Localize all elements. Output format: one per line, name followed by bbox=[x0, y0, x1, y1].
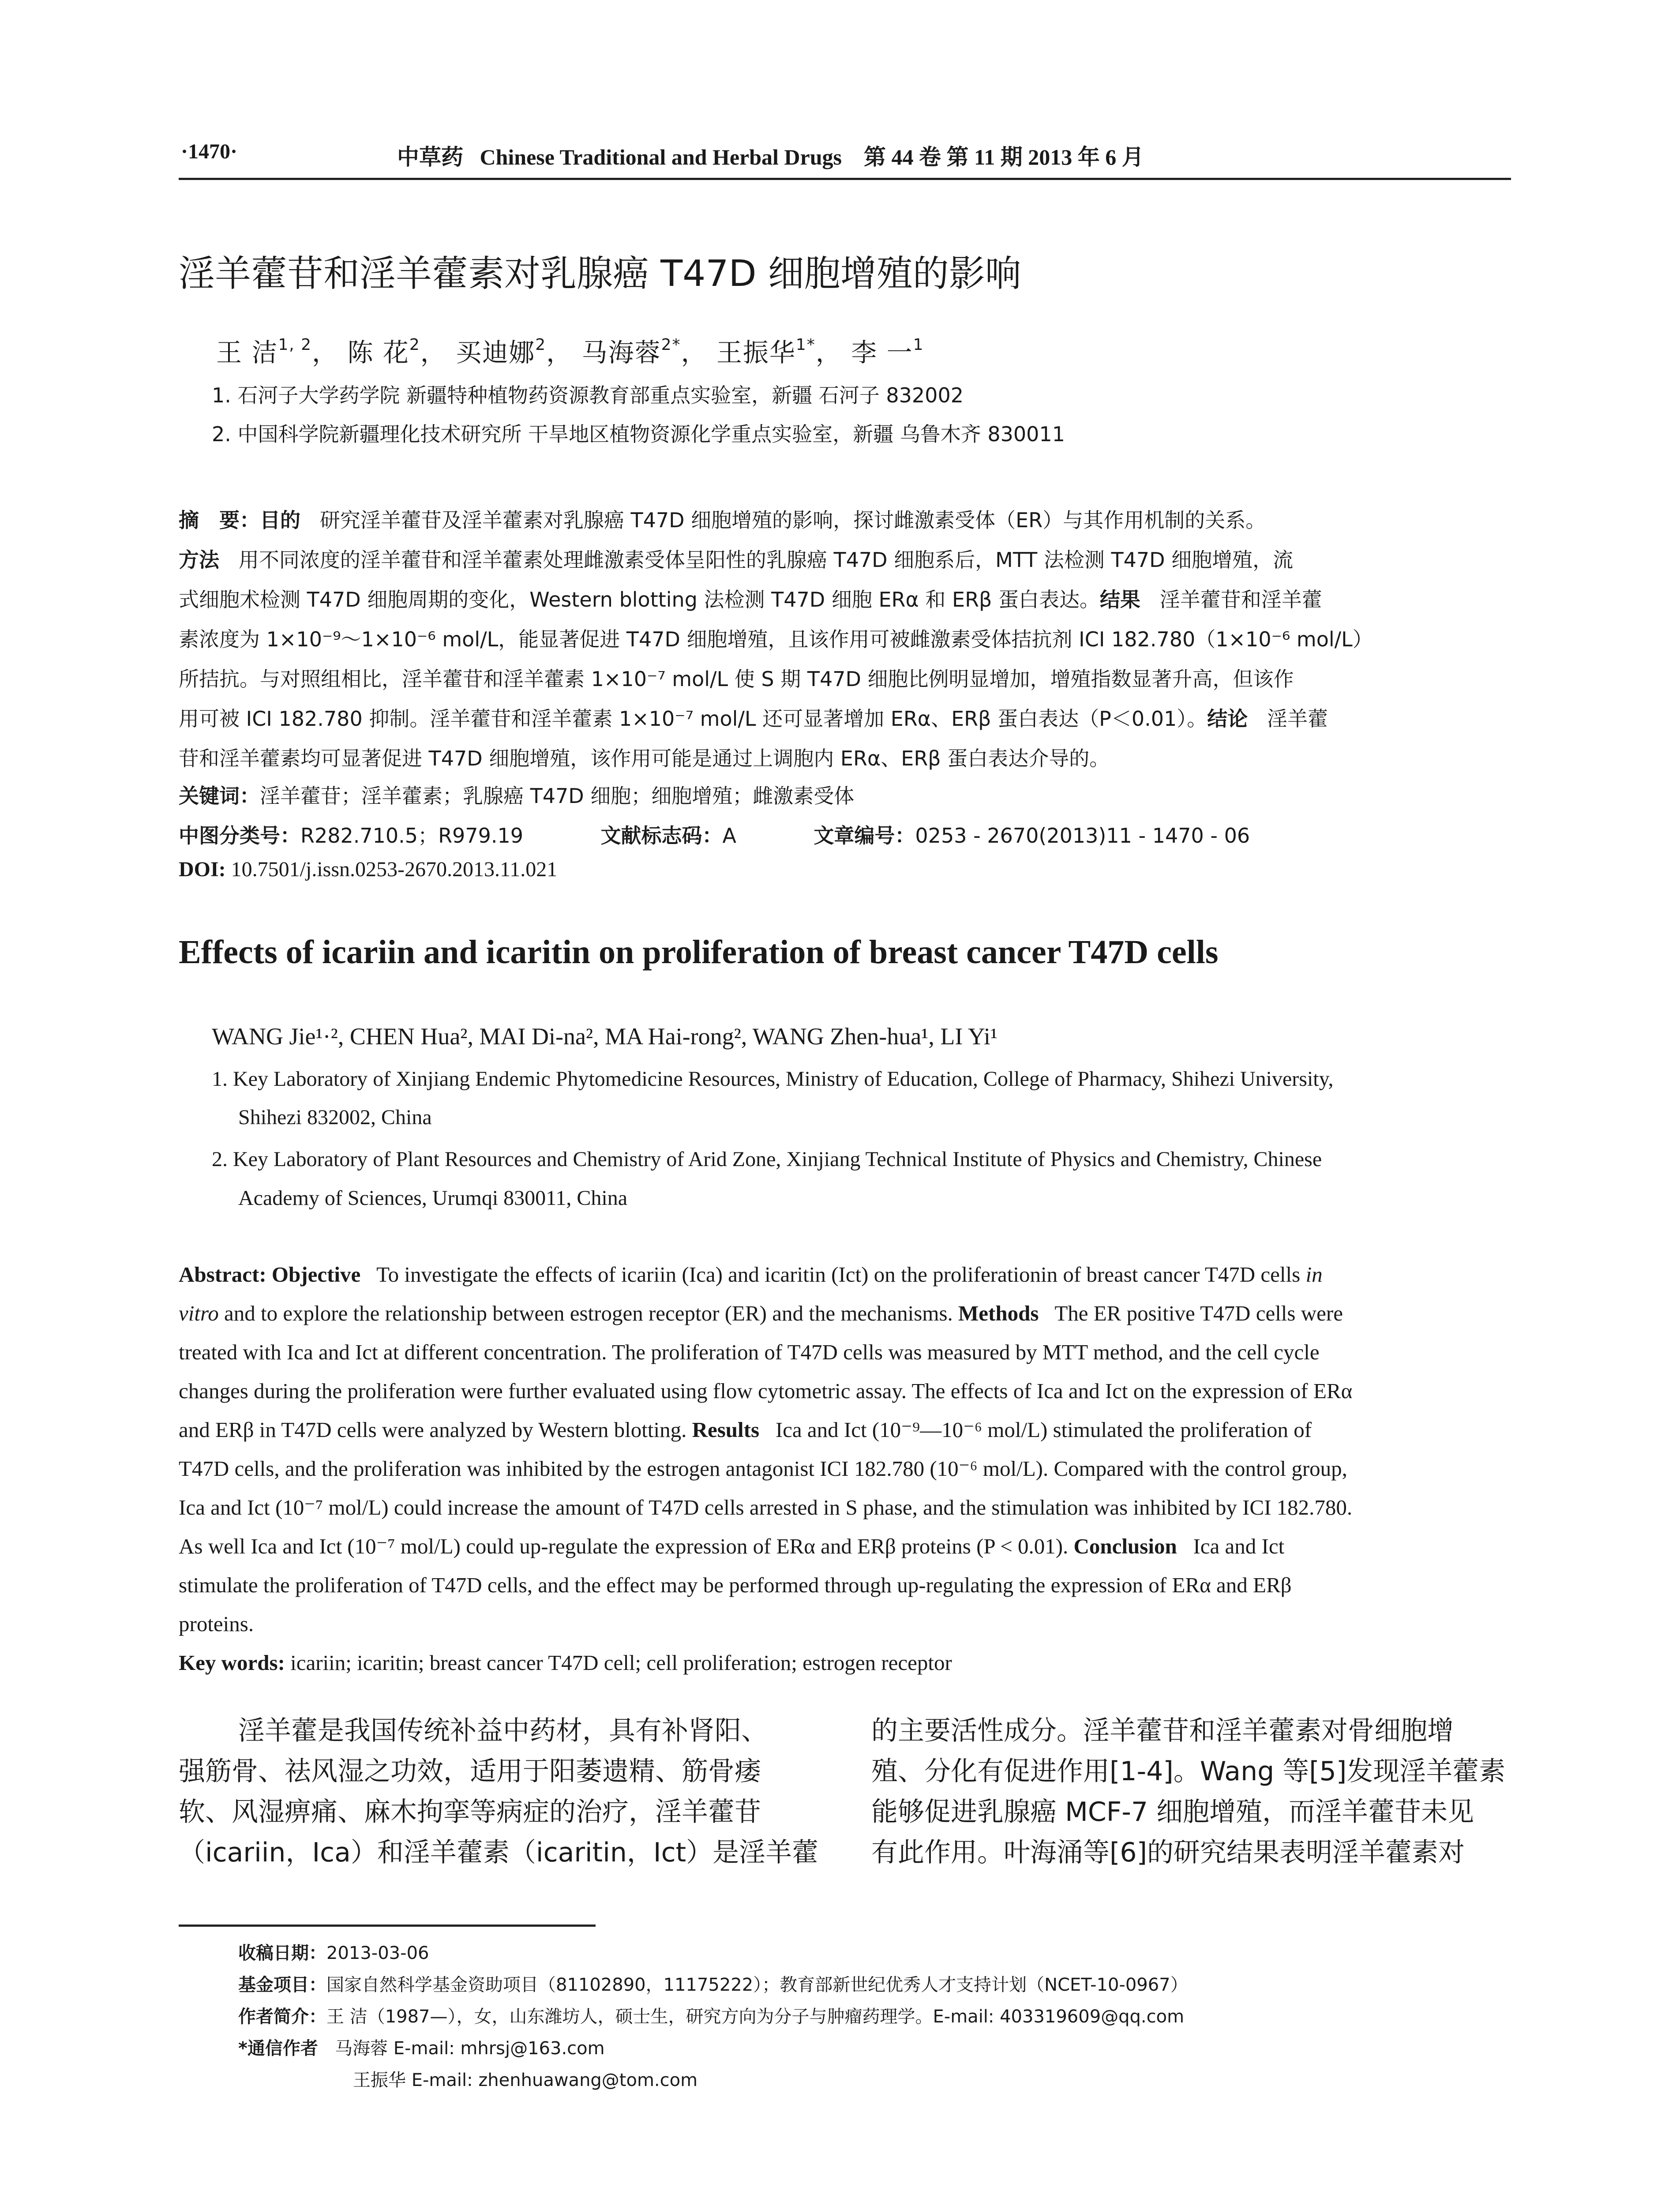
cn-results-label: 结果 bbox=[1100, 588, 1141, 612]
cn-doc-value: A bbox=[722, 824, 736, 848]
en-abstract-line bbox=[179, 1301, 1343, 1326]
body-right-line: 有此作用。叶海涌等[6]的研究结果表明淫羊藿素对 bbox=[871, 1837, 1465, 1868]
en-abstract-line: Ica and Ict (10⁻⁷ mol/L) could increase the amount of T47D cells arrested in S phase, and the stimulation was inhibited by ICI 182.780. bbox=[179, 1495, 1353, 1519]
footnote-fund bbox=[238, 1971, 1188, 1996]
cn-abstract-line: 所拮抗。与对照组相比，淫羊藿苷和淫羊藿素 1×10⁻⁷ mol/L 使 S 期 T47D 细胞比例明显增加，增殖指数显著升高，但该作 bbox=[179, 667, 1294, 691]
footnote-corresponding-2: 王振华 E-mail: zhenhuawang@tom.com bbox=[353, 2070, 698, 2090]
cn-class-value: R282.710.5；R979.19 bbox=[300, 824, 523, 848]
cn-author-sup: 1 bbox=[913, 336, 924, 354]
cn-abstract-line bbox=[179, 504, 1509, 533]
en-abstract-text: As well Ica and Ict (10⁻⁷ mol/L) could up-regulate the expression of ERα and ERβ proteins (P < 0.01). bbox=[179, 1534, 1069, 1558]
en-abstract-text: and to explore the relationship between estrogen receptor (ER) and the mechanisms. bbox=[224, 1301, 953, 1325]
cn-author: 王振华 bbox=[716, 338, 796, 368]
cn-objective-label: 目的 bbox=[260, 508, 300, 532]
fund-label: 基金项目： bbox=[238, 1975, 326, 1995]
journal-name-cn: 中草药 bbox=[397, 145, 463, 169]
doi-link[interactable]: 10.7501/j.issn.0253-2670.2013.11.021 bbox=[231, 858, 558, 881]
cn-author: 马海蓉 bbox=[581, 338, 661, 368]
doi-label: DOI: bbox=[179, 858, 226, 881]
cn-authors: 王 洁$^{1, 2}$， 陈 花$^2$， 买迪娜$^2$， 马海蓉$^{2*}$， 王振华$^{1*}$， 李 一$^1$ bbox=[216, 336, 924, 368]
en-abstract-line bbox=[179, 1262, 1323, 1287]
en-methods-label: Methods bbox=[958, 1301, 1039, 1325]
en-affiliation-2-cont: Academy of Sciences, Urumqi 830011, China bbox=[238, 1186, 628, 1210]
cn-conclusion-label: 结论 bbox=[1207, 707, 1248, 731]
cn-abstract-text: 淫羊藿苷和淫羊藿 bbox=[1159, 588, 1322, 612]
cn-author-sup: 2 bbox=[535, 336, 547, 354]
cn-abstract-line bbox=[179, 703, 1509, 732]
en-objective-label: Abstract: Objective bbox=[179, 1262, 361, 1287]
en-abstract-text: and ERβ in T47D cells were analyzed by Western blotting. bbox=[179, 1418, 687, 1442]
cn-article-label: 文章编号： bbox=[814, 824, 915, 848]
en-abstract-italic: in bbox=[1305, 1262, 1323, 1287]
header-rule bbox=[179, 178, 1511, 180]
page-number: ·1470· bbox=[181, 140, 238, 163]
cn-keywords bbox=[179, 780, 1509, 809]
en-abstract-line bbox=[179, 1417, 1312, 1442]
footnote-received bbox=[238, 1939, 429, 1964]
en-keywords-text: icariin; icaritin; breast cancer T47D cell; cell proliferation; estrogen receptor bbox=[290, 1651, 952, 1675]
author-label: 作者简介： bbox=[238, 2007, 326, 2027]
cn-affiliation-1: 1. 石河子大学药学院 新疆特种植物药资源教育部重点实验室，新疆 石河子 832002 bbox=[212, 383, 964, 407]
cn-abstract-text: 用不同浓度的淫羊藿苷和淫羊藿素处理雌激素受体呈阳性的乳腺癌 T47D 细胞系后，MTT 法检测 T47D 细胞增殖，流 bbox=[238, 548, 1294, 572]
body-left-line: 淫羊藿是我国传统补益中药材，具有补肾阳、 bbox=[238, 1715, 768, 1746]
corr-text: 马海蓉 E-mail: mhrsj@163.com bbox=[335, 2038, 605, 2059]
cn-author-sup: 1* bbox=[795, 336, 816, 354]
cn-keywords-label: 关键词： bbox=[179, 784, 260, 808]
cn-abstract-text: 研究淫羊藿苷及淫羊藿素对乳腺癌 T47D 细胞增殖的影响，探讨雌激素受体（ER）与其作用机制的关系。 bbox=[319, 508, 1266, 532]
body-left-line: 软、风湿痹痛、麻木拘挛等病症的治疗，淫羊藿苷 bbox=[179, 1797, 761, 1827]
en-abstract-line bbox=[179, 1534, 1284, 1559]
en-affiliation-1-cont: Shihezi 832002, China bbox=[238, 1106, 432, 1129]
en-abstract-line: proteins. bbox=[179, 1612, 254, 1636]
en-abstract-line: treated with Ica and Ict at different concentration. The proliferation of T47D cells was measured by MTT method, and the cell cycle bbox=[179, 1340, 1320, 1364]
cn-class-label: 中图分类号： bbox=[179, 824, 300, 848]
cn-author: 王 洁 bbox=[216, 338, 278, 368]
en-keywords-label: Key words: bbox=[179, 1651, 285, 1675]
cn-abstract-line: 素浓度为 1×10⁻⁹～1×10⁻⁶ mol/L，能显著促进 T47D 细胞增殖，且该作用可被雌激素受体拮抗剂 ICI 182.780（1×10⁻⁶ mol/L） bbox=[179, 627, 1373, 651]
cn-article-value: 0253 - 2670(2013)11 - 1470 - 06 bbox=[915, 824, 1250, 848]
en-authors: WANG Jie¹·², CHEN Hua², MAI Di-na², MA Hai-rong², WANG Zhen-hua¹, LI Yi¹ bbox=[212, 1023, 998, 1050]
en-abstract-text: Ica and Ict (10⁻⁹—10⁻⁶ mol/L) stimulated the proliferation of bbox=[775, 1418, 1312, 1442]
corr-label: *通信作者 bbox=[238, 2038, 318, 2059]
body-left-line: 强筋骨、祛风湿之功效，适用于阳萎遗精、筋骨痿 bbox=[179, 1756, 761, 1787]
journal-issue: 第 44 卷 第 11 期 2013 年 6 月 bbox=[863, 145, 1144, 169]
cn-author: 买迪娜 bbox=[456, 338, 536, 368]
cn-abstract-text: 式细胞术检测 T47D 细胞周期的变化，Western blotting 法检测 T47D 细胞 ERα 和 ERβ 蛋白表达。 bbox=[179, 588, 1100, 612]
received-label: 收稿日期： bbox=[238, 1943, 326, 1963]
cn-author: 李 一 bbox=[851, 338, 913, 368]
en-abstract-line: stimulate the proliferation of T47D cells, and the effect may be performed through up-regulating the expression of ERα and ERβ bbox=[179, 1573, 1292, 1597]
en-results-label: Results bbox=[692, 1418, 760, 1442]
en-affiliation-1: 1. Key Laboratory of Xinjiang Endemic Phytomedicine Resources, Ministry of Education, College of Pharmacy, Shihezi University, bbox=[212, 1067, 1334, 1091]
en-abstract-text: The ER positive T47D cells were bbox=[1054, 1301, 1343, 1325]
en-abstract-line: changes during the proliferation were further evaluated using flow cytometric assay. The effects of Ica and Ict on the expression of ERα bbox=[179, 1379, 1353, 1403]
received-date: 2013-03-06 bbox=[326, 1943, 429, 1963]
en-conclusion-label: Conclusion bbox=[1073, 1534, 1177, 1558]
en-abstract-text: Ica and Ict bbox=[1193, 1534, 1285, 1558]
en-affiliation-2: 2. Key Laboratory of Plant Resources and Chemistry of Arid Zone, Xinjiang Technical Institute of Physics and Chemistry, Chinese bbox=[212, 1148, 1322, 1171]
cn-abstract-label: 摘 要： bbox=[179, 508, 260, 532]
en-keywords bbox=[179, 1650, 952, 1675]
fund-text: 国家自然科学基金资助项目（81102890，11175222）；教育部新世纪优秀人才支持计划（NCET-10-0967） bbox=[326, 1975, 1188, 1995]
footnote-rule bbox=[179, 1925, 596, 1927]
en-abstract-italic: vitro bbox=[179, 1301, 219, 1325]
cn-abstract-line bbox=[179, 584, 1509, 613]
en-abstract-line: T47D cells, and the proliferation was inhibited by the estrogen antagonist ICI 182.780 (10⁻⁶ mol/L). Compared with the control group, bbox=[179, 1456, 1347, 1481]
journal-name-en: Chinese Traditional and Herbal Drugs bbox=[480, 145, 842, 169]
cn-methods-label: 方法 bbox=[179, 548, 219, 572]
body-left-line: （icariin，Ica）和淫羊藿素（icaritin，Ict）是淫羊藿 bbox=[179, 1837, 819, 1868]
doi bbox=[179, 857, 557, 882]
cn-author-sup: 1, 2 bbox=[278, 336, 312, 354]
cn-abstract-text: 淫羊藿 bbox=[1267, 707, 1328, 731]
cn-doc-label: 文献标志码： bbox=[600, 824, 723, 848]
cn-keywords-text: 淫羊藿苷；淫羊藿素；乳腺癌 T47D 细胞；细胞增殖；雌激素受体 bbox=[260, 784, 855, 808]
cn-abstract-text: 用可被 ICI 182.780 抑制。淫羊藿苷和淫羊藿素 1×10⁻⁷ mol/L 还可显著增加 ERα、ERβ 蛋白表达（P＜0.01）。 bbox=[179, 707, 1208, 731]
cn-classification bbox=[179, 820, 1509, 849]
cn-affiliation-2: 2. 中国科学院新疆理化技术研究所 干旱地区植物资源化学重点实验室，新疆 乌鲁木齐 830011 bbox=[212, 422, 1065, 446]
body-right-line: 殖、分化有促进作用[1-4]。Wang 等[5]发现淫羊藿素 bbox=[871, 1756, 1506, 1787]
footnote-author bbox=[238, 2003, 1184, 2028]
footnote-corresponding bbox=[238, 2034, 605, 2060]
cn-author-sup: 2 bbox=[409, 336, 420, 354]
body-right-line: 能够促进乳腺癌 MCF-7 细胞增殖，而淫羊藿苷未见 bbox=[871, 1797, 1474, 1827]
cn-author-sup: 2* bbox=[661, 336, 681, 354]
cn-abstract-line bbox=[179, 544, 1509, 573]
en-abstract-text: To investigate the effects of icariin (Ica) and icaritin (Ict) on the proliferationin of breast cancer T47D cells bbox=[376, 1262, 1301, 1287]
cn-abstract-line: 苷和淫羊藿素均可显著促进 T47D 细胞增殖，该作用可能是通过上调胞内 ERα、ERβ 蛋白表达介导的。 bbox=[179, 747, 1110, 770]
body-right-line: 的主要活性成分。淫羊藿苷和淫羊藿素对骨细胞增 bbox=[871, 1715, 1454, 1746]
cn-title: 淫羊藿苷和淫羊藿素对乳腺癌 T47D 细胞增殖的影响 bbox=[179, 253, 1021, 295]
cn-author: 陈 花 bbox=[347, 338, 409, 368]
en-title: Effects of icariin and icaritin on proliferation of breast cancer T47D cells bbox=[179, 934, 1219, 971]
author-text: 王 洁（1987—），女，山东潍坊人，硕士生，研究方向为分子与肿瘤药理学。E-mail: 403319609@qq.com bbox=[326, 2007, 1185, 2027]
journal-header bbox=[397, 139, 1144, 171]
